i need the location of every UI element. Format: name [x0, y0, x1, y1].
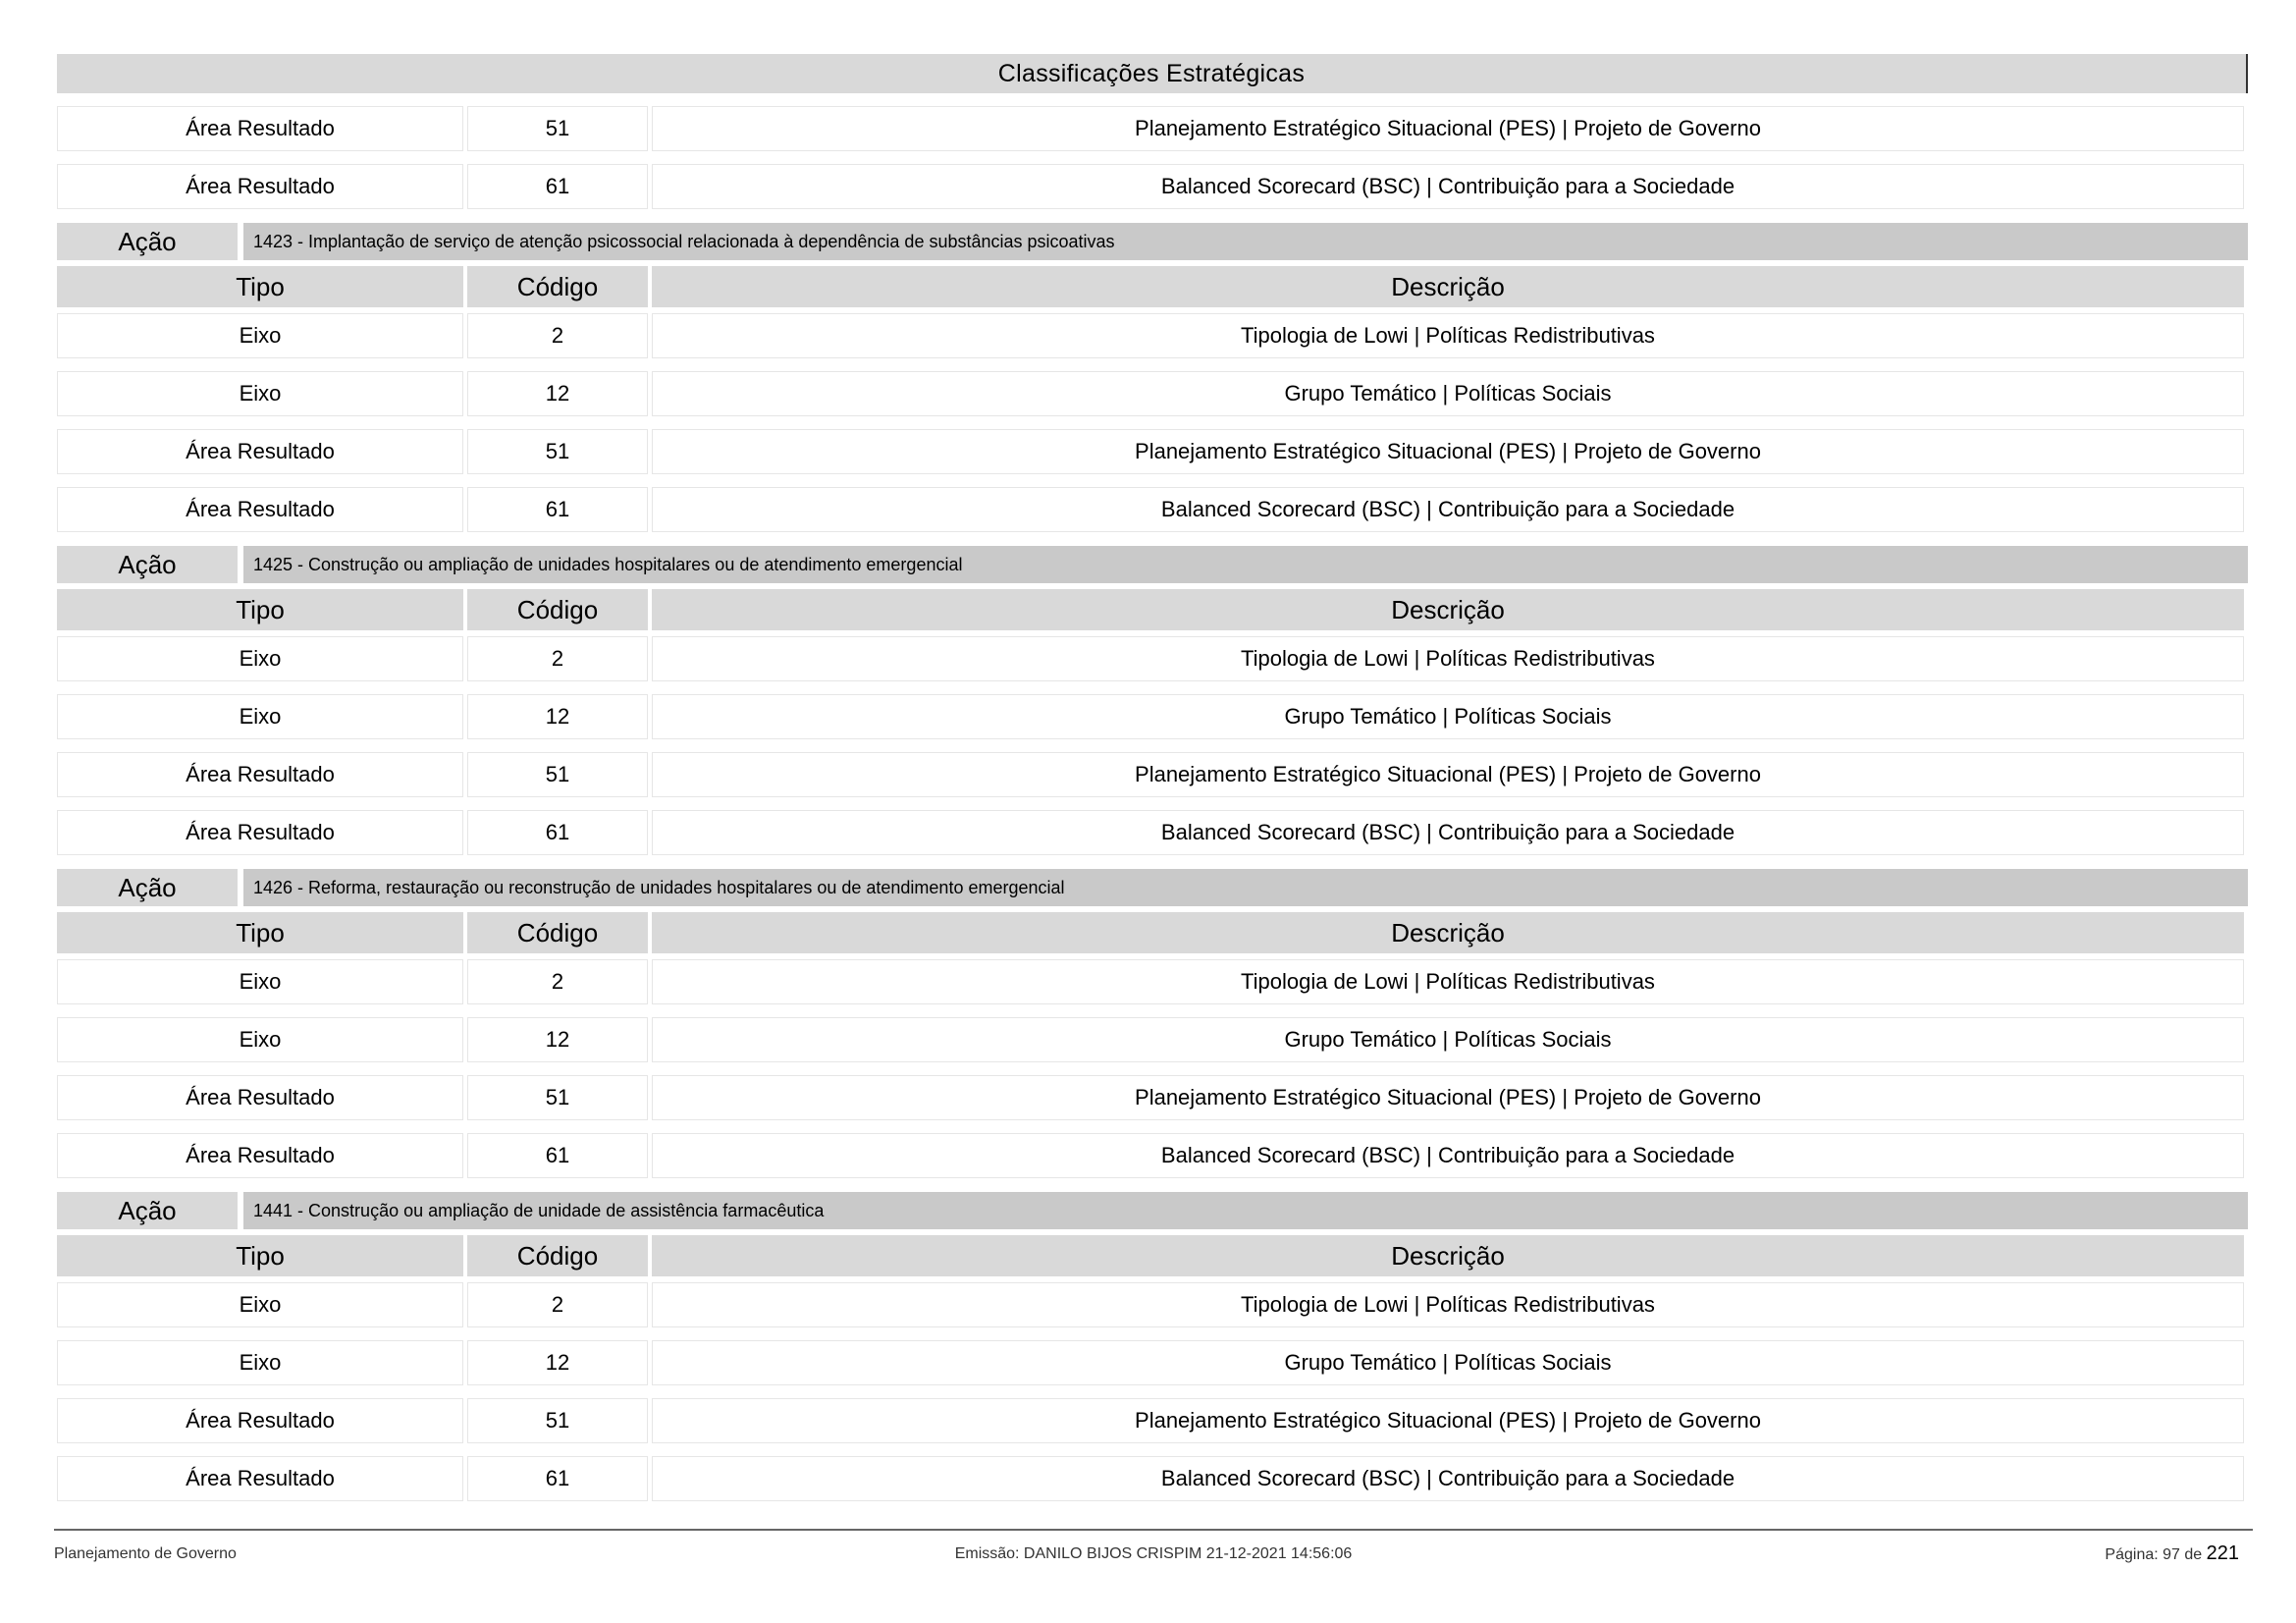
- cell-codigo: 51: [467, 429, 648, 474]
- acao-title: 1425 - Construção ou ampliação de unidades hospitalares ou de atendimento emergencial: [243, 546, 2248, 583]
- table-header: [57, 912, 2248, 953]
- cell-descricao: Grupo Temático | Políticas Sociais: [652, 1340, 2244, 1385]
- acao-label: Ação: [57, 546, 238, 583]
- table-row: [57, 959, 2248, 1004]
- header-tipo: Tipo: [57, 1235, 463, 1276]
- acao-header: [57, 223, 2248, 260]
- table-row: [57, 164, 2248, 209]
- table-row: [57, 694, 2248, 739]
- header-codigo: Código: [467, 1235, 648, 1276]
- cell-descricao: Balanced Scorecard (BSC) | Contribuição para a Sociedade: [652, 164, 2244, 209]
- cell-descricao: Tipologia de Lowi | Políticas Redistributivas: [652, 313, 2244, 358]
- cell-codigo: 12: [467, 694, 648, 739]
- acao-header: [57, 1192, 2248, 1229]
- header-codigo: Código: [467, 266, 648, 307]
- header-tipo: Tipo: [57, 266, 463, 307]
- cell-tipo: Área Resultado: [57, 752, 463, 797]
- footer-app-name: Planejamento de Governo: [54, 1545, 237, 1562]
- cell-descricao: Tipologia de Lowi | Políticas Redistributivas: [652, 636, 2244, 681]
- header-descricao: Descrição: [652, 912, 2244, 953]
- cell-codigo: 61: [467, 1133, 648, 1178]
- cell-descricao: Planejamento Estratégico Situacional (PES) | Projeto de Governo: [652, 1075, 2244, 1120]
- header-codigo: Código: [467, 912, 648, 953]
- cell-tipo: Área Resultado: [57, 810, 463, 855]
- cell-tipo: Área Resultado: [57, 164, 463, 209]
- header-tipo: Tipo: [57, 912, 463, 953]
- cell-tipo: Eixo: [57, 1282, 463, 1327]
- cell-tipo: Área Resultado: [57, 1398, 463, 1443]
- cell-tipo: Área Resultado: [57, 1133, 463, 1178]
- cell-codigo: 61: [467, 164, 648, 209]
- cell-descricao: Balanced Scorecard (BSC) | Contribuição para a Sociedade: [652, 1456, 2244, 1501]
- cell-codigo: 12: [467, 1017, 648, 1062]
- cell-descricao: Grupo Temático | Políticas Sociais: [652, 694, 2244, 739]
- cell-descricao: Balanced Scorecard (BSC) | Contribuição para a Sociedade: [652, 487, 2244, 532]
- cell-tipo: Área Resultado: [57, 429, 463, 474]
- cell-descricao: Balanced Scorecard (BSC) | Contribuição para a Sociedade: [652, 810, 2244, 855]
- table-row: [57, 1282, 2248, 1327]
- acao-title: 1441 - Construção ou ampliação de unidade de assistência farmacêutica: [243, 1192, 2248, 1229]
- header-tipo: Tipo: [57, 589, 463, 630]
- acao-label: Ação: [57, 869, 238, 906]
- cell-tipo: Eixo: [57, 1340, 463, 1385]
- page-number: [2105, 1542, 2239, 1565]
- cell-codigo: 51: [467, 106, 648, 151]
- table-header: [57, 1235, 2248, 1276]
- page-total: 221: [2206, 1542, 2239, 1564]
- cell-codigo: 12: [467, 1340, 648, 1385]
- cell-codigo: 61: [467, 487, 648, 532]
- cell-descricao: Tipologia de Lowi | Políticas Redistributivas: [652, 959, 2244, 1004]
- header-descricao: Descrição: [652, 266, 2244, 307]
- table-row: [57, 429, 2248, 474]
- cell-tipo: Eixo: [57, 959, 463, 1004]
- table-row: [57, 1133, 2248, 1178]
- cell-descricao: Planejamento Estratégico Situacional (PES) | Projeto de Governo: [652, 1398, 2244, 1443]
- acao-title: 1426 - Reforma, restauração ou reconstrução de unidades hospitalares ou de atendimento emergencial: [243, 869, 2248, 906]
- table-row: [57, 1017, 2248, 1062]
- table-row: [57, 1398, 2248, 1443]
- cell-codigo: 12: [467, 371, 648, 416]
- table-row: [57, 752, 2248, 797]
- table-header: [57, 589, 2248, 630]
- table-row: [57, 1340, 2248, 1385]
- table-row: [57, 636, 2248, 681]
- acao-label: Ação: [57, 1192, 238, 1229]
- document-page: [57, 54, 2248, 1501]
- table-row: [57, 810, 2248, 855]
- cell-descricao: Planejamento Estratégico Situacional (PES) | Projeto de Governo: [652, 429, 2244, 474]
- acao-header: [57, 546, 2248, 583]
- cell-tipo: Eixo: [57, 694, 463, 739]
- cell-descricao: Planejamento Estratégico Situacional (PES) | Projeto de Governo: [652, 106, 2244, 151]
- cell-tipo: Área Resultado: [57, 106, 463, 151]
- cell-descricao: Grupo Temático | Políticas Sociais: [652, 1017, 2244, 1062]
- header-descricao: Descrição: [652, 1235, 2244, 1276]
- cell-codigo: 61: [467, 810, 648, 855]
- cell-tipo: Eixo: [57, 1017, 463, 1062]
- page-prefix: Página: 97 de: [2105, 1546, 2207, 1563]
- cell-codigo: 2: [467, 636, 648, 681]
- cell-codigo: 2: [467, 959, 648, 1004]
- cell-tipo: Área Resultado: [57, 1456, 463, 1501]
- table-row: [57, 487, 2248, 532]
- table-row: [57, 313, 2248, 358]
- acao-header: [57, 869, 2248, 906]
- table-row: [57, 1456, 2248, 1501]
- cell-codigo: 2: [467, 1282, 648, 1327]
- table-row: [57, 106, 2248, 151]
- cell-codigo: 51: [467, 1075, 648, 1120]
- header-descricao: Descrição: [652, 589, 2244, 630]
- cell-codigo: 2: [467, 313, 648, 358]
- cell-tipo: Eixo: [57, 313, 463, 358]
- section-title: Classificações Estratégicas: [57, 54, 2248, 93]
- cell-tipo: Área Resultado: [57, 1075, 463, 1120]
- table-header: [57, 266, 2248, 307]
- cell-tipo: Eixo: [57, 371, 463, 416]
- cell-codigo: 51: [467, 752, 648, 797]
- acao-label: Ação: [57, 223, 238, 260]
- cell-codigo: 51: [467, 1398, 648, 1443]
- cell-descricao: Balanced Scorecard (BSC) | Contribuição para a Sociedade: [652, 1133, 2244, 1178]
- table-row: [57, 371, 2248, 416]
- page-footer: [54, 1529, 2253, 1580]
- cell-descricao: Grupo Temático | Políticas Sociais: [652, 371, 2244, 416]
- cell-tipo: Eixo: [57, 636, 463, 681]
- header-codigo: Código: [467, 589, 648, 630]
- cell-descricao: Tipologia de Lowi | Políticas Redistributivas: [652, 1282, 2244, 1327]
- cell-codigo: 61: [467, 1456, 648, 1501]
- table-row: [57, 1075, 2248, 1120]
- cell-tipo: Área Resultado: [57, 487, 463, 532]
- cell-descricao: Planejamento Estratégico Situacional (PES) | Projeto de Governo: [652, 752, 2244, 797]
- acao-title: 1423 - Implantação de serviço de atenção psicossocial relacionada à dependência de substâncias psicoativas: [243, 223, 2248, 260]
- footer-emission: Emissão: DANILO BIJOS CRISPIM 21-12-2021 14:56:06: [954, 1545, 1353, 1562]
